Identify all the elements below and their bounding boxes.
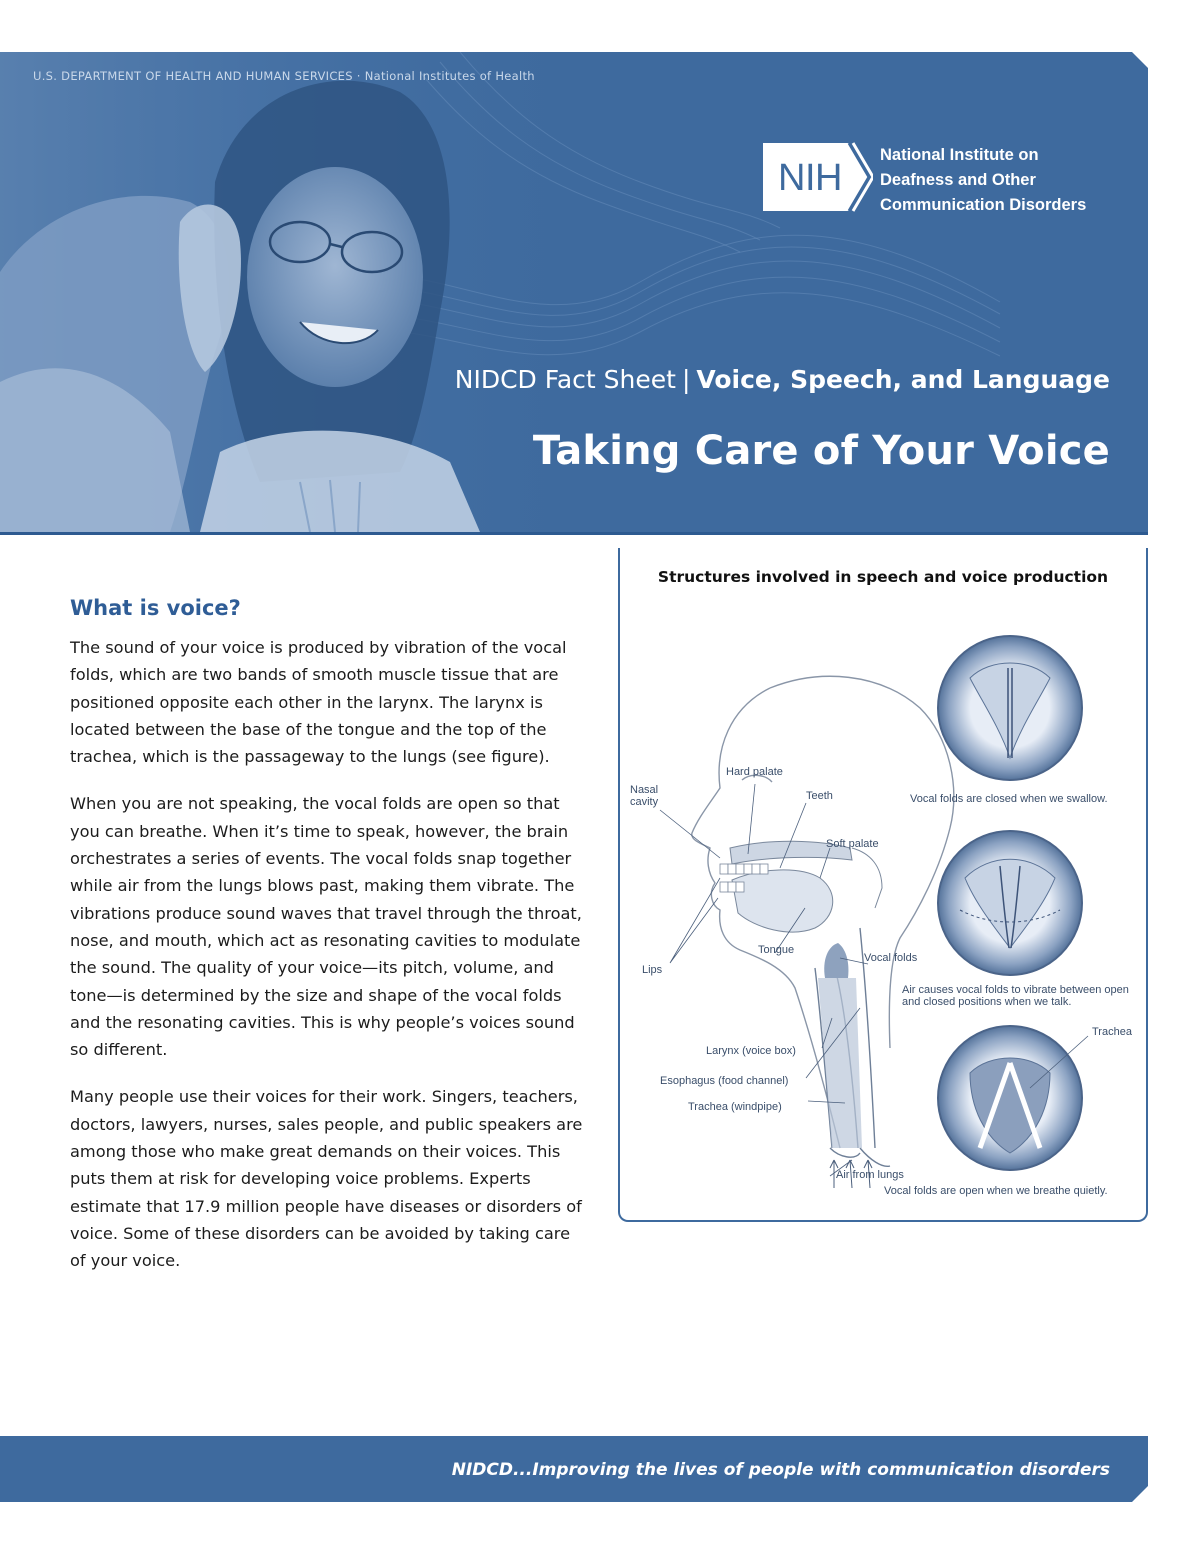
paragraph: When you are not speaking, the vocal folds are open so that you can breathe. When it’s time to speak, however, the brain orchestrates a series of events. The vocal folds snap together while air from the lungs blows past, making them vibrate. The vibrations produce sound waves that travel through the throat, nose, and mouth, which act as resonating cavities to modulate the sound. The quality of your voice—its pitch, volume, and tone—is determined by the size and shape of the vocal folds and the resonating cavities. This is why people’s voices sound so different. xyxy=(70,794,582,1060)
section-heading: What is voice? xyxy=(70,596,241,620)
page-title: Taking Care of Your Voice xyxy=(532,428,1110,474)
label-soft-palate: Soft palate xyxy=(826,838,879,850)
caption-closed: Vocal folds are closed when we swallow. xyxy=(910,793,1108,805)
institute-name xyxy=(880,143,1086,218)
header-divider xyxy=(0,532,1148,535)
label-lips: Lips xyxy=(642,964,663,976)
factsheet-label: NIDCD Fact Sheet xyxy=(454,365,676,394)
footer-tagline: NIDCD...Improving the lives of people with communication disorders xyxy=(451,1460,1110,1480)
vocal-folds-closed-view xyxy=(938,636,1082,780)
anatomy-illustration xyxy=(620,548,1146,1220)
figure-title: Structures involved in speech and voice production xyxy=(657,568,1109,586)
factsheet-separator: | xyxy=(681,365,691,394)
label-trachea-windpipe: Trachea (windpipe) xyxy=(688,1101,782,1113)
paragraph: Many people use their voices for their work. Singers, teachers, doctors, lawyers, nurses, sales people, and public speakers are among those who make great demands on their voices. This puts them at risk for developing voice problems. Experts estimate that 17.9 million people have diseases or disorders of voice. Some of these disorders can be avoided by taking care of your voice. xyxy=(70,1087,583,1271)
nih-logo-text: NIH xyxy=(778,157,842,199)
label-nasal-cavity: Nasal cavity xyxy=(630,784,659,808)
label-air-from-lungs: Air from lungs xyxy=(836,1169,904,1181)
label-teeth: Teeth xyxy=(806,790,833,802)
caption-vibrate: Air causes vocal folds to vibrate between open and closed positions when we talk. xyxy=(902,984,1129,1008)
label-tongue: Tongue xyxy=(758,944,795,956)
paragraph: The sound of your voice is produced by vibration of the vocal folds, which are two bands of smooth muscle tissue that are positioned opposite each other in the larynx. The larynx is located between the base of the tongue and the top of the trachea, which is the passageway to the lungs (see figure). xyxy=(70,638,567,767)
label-esophagus: Esophagus (food channel) xyxy=(660,1075,789,1087)
factsheet-topic: Voice, Speech, and Language xyxy=(696,365,1110,394)
label-trachea: Trachea xyxy=(1092,1026,1132,1038)
institute-line: Communication Disorders xyxy=(880,196,1087,214)
institute-line: National Institute on xyxy=(880,146,1039,164)
label-vocal-folds: Vocal folds xyxy=(864,952,918,964)
department-line: U.S. DEPARTMENT OF HEALTH AND HUMAN SERVICES · National Institutes of Health xyxy=(33,69,535,83)
label-hard-palate: Hard palate xyxy=(726,766,783,778)
vocal-folds-vibrating-view xyxy=(938,831,1082,975)
figure-box xyxy=(618,548,1148,1222)
factsheet-line xyxy=(455,365,1110,394)
article-body xyxy=(70,634,590,1295)
label-larynx: Larynx (voice box) xyxy=(706,1045,796,1057)
caption-open: Vocal folds are open when we breathe quietly. xyxy=(884,1185,1108,1197)
institute-line: Deafness and Other xyxy=(880,171,1036,189)
vocal-folds-open-view xyxy=(938,1026,1088,1170)
